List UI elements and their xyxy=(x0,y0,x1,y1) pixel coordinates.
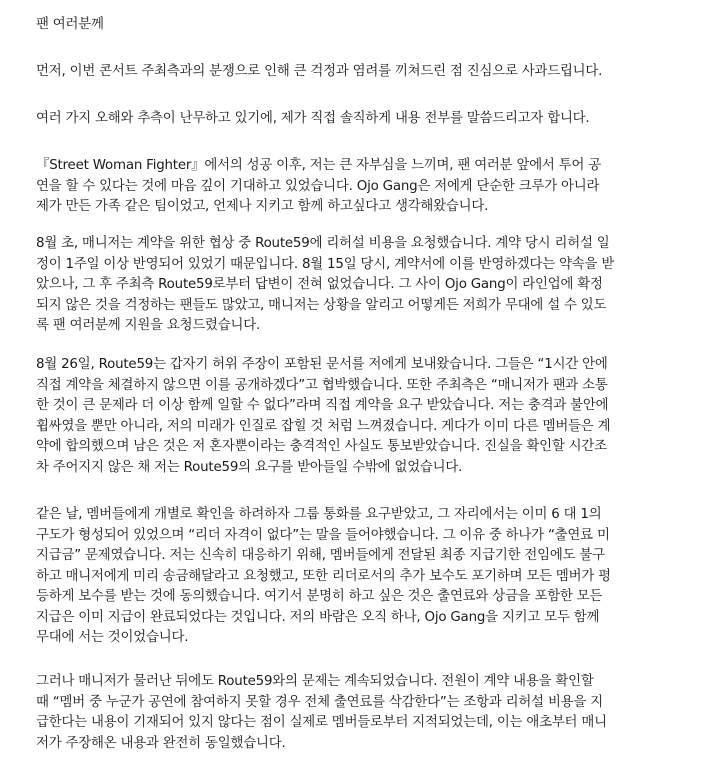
salutation-line: 팬 여러분께 xyxy=(36,17,104,32)
paragraph-line: 지급금” 문제였습니다. 저는 신속히 대응하기 위해, 멤버들에게 전달된 최종 지급기한 전임에도 불구 xyxy=(36,548,605,563)
paragraph-line: 차 주어지지 않은 채 저는 Route59의 요구를 받아들일 수밖에 없었습니다. xyxy=(36,459,463,475)
paragraph-line: 되지 않은 것을 걱정하는 팬들도 많았고, 매니저는 상황을 알리고 어떻게든 저희가 무대에 설 수 있도 xyxy=(36,297,607,313)
paragraph-line: 8월 26일, Route59는 갑자기 허위 주장이 포함된 문서를 저에게 보내왔습니다. 그들은 “1시간 안에 xyxy=(36,357,608,372)
paragraph-line: 았으나, 그 후 주최측 Route59로부터 답변이 전혀 없었습니다. 그 사이 Ojo Gang이 라인업에 확정 xyxy=(36,277,603,292)
paragraph-intent xyxy=(36,109,696,130)
paragraph-line: 정이 1주일 이상 반영되어 있었기 때문입니다. 8월 15일 당시, 계약서에 이를 반영하겠다는 약속을 받 xyxy=(36,256,615,272)
salutation xyxy=(36,15,696,36)
paragraph-group-call xyxy=(36,505,696,649)
paragraph-line: 여러 가지 오해와 추측이 난무하고 있기에, 제가 직접 솔직하게 내용 전부를 말씀드리고자 합니다. xyxy=(36,111,590,126)
paragraph-august-early xyxy=(36,234,696,337)
paragraph-line: 휩싸였을 뿐만 아니라, 저의 미래가 인질로 잡힐 것 처럼 느껴졌습니다. 게다가 이미 다른 멤버들은 계 xyxy=(36,418,611,434)
paragraph-line: 같은 날, 멤버들에게 개별로 확인을 하려하자 그룹 통화를 요구받았고, 그 자리에서는 이미 6 대 1의 xyxy=(36,507,602,522)
paragraph-line: 급한다는 내용이 기재되어 있지 않다는 점이 실제로 멤버들로부터 지적되었는데, 이는 애초부터 매니 xyxy=(36,715,607,730)
paragraph-after-manager xyxy=(36,672,696,754)
paragraph-line: 한 것이 큰 문제라 더 이상 함께 일할 수 없다”라며 직접 계약을 요구 받았습니다. 저는 충격과 불안에 xyxy=(36,398,609,413)
paragraph-line: 그러나 매니저가 물러난 뒤에도 Route59와의 문제는 계속되었습니다. 전원이 계약 내용을 확인할 xyxy=(36,674,594,689)
paragraph-line: 저가 주장해온 내용과 완전히 동일했습니다. xyxy=(36,735,286,751)
paragraph-line: 하고 매니저에게 미리 송금해달라고 요청했고, 또한 리더로서의 추가 보수도 포기하며 모든 멤버가 평 xyxy=(36,568,611,584)
paragraph-line: 연을 할 수 있다는 것에 마음 깊이 기대하고 있었습니다. Ojo Gang은 저에게 단순한 크루가 아니라 xyxy=(36,178,600,194)
paragraph-line: 『Street Woman Fighter』에서의 성공 이후, 저는 큰 자부심을 느끼며, 팬 여러분 앞에서 투어 공 xyxy=(36,158,601,173)
paragraph-apology xyxy=(36,62,696,83)
paragraph-background xyxy=(36,156,696,218)
paragraph-line: 구도가 형성되어 있었으며 “리더 자격이 없다”는 말을 들어야했습니다. 그 이유 중 하나가 “출연료 미 xyxy=(36,527,610,543)
paragraph-line: 제가 만든 가족 같은 팀이었고, 언제나 지키고 함께 하고싶다고 생각해왔습니다. xyxy=(36,199,489,214)
paragraph-line: 먼저, 이번 콘서트 주최측과의 분쟁으로 인해 큰 걱정과 염려를 끼쳐드린 점 진심으로 사과드립니다. xyxy=(36,64,603,79)
paragraph-line: 지급은 이미 지급이 완료되었다는 것입니다. 저의 바람은 오직 하나, Ojo Gang을 지키고 모두 함께 xyxy=(36,609,600,625)
paragraph-line: 등하게 보수를 받는 것에 동의했습니다. 여기서 분명히 하고 싶은 것은 출연료와 상금을 포함한 모든 xyxy=(36,589,603,604)
paragraph-line: 때 “멤버 중 누군가 공연에 참여하지 못할 경우 전체 출연료를 삭감한다”는 조항과 리허설 비용을 지 xyxy=(36,694,603,710)
paragraph-line: 무대에 서는 것이었습니다. xyxy=(36,630,189,645)
paragraph-line: 8월 초, 매니저는 계약을 위한 협상 중 Route59에 리허설 비용을 요청했습니다. 계약 당시 리허설 일 xyxy=(36,236,610,251)
paragraph-line: 약에 합의했으며 남은 것은 저 혼자뿐이라는 충격적인 사실도 통보받았습니다. 진실을 확인할 시간조 xyxy=(36,439,607,454)
paragraph-line: 직접 계약을 체결하지 않으면 이를 공개하겠다”고 협박했습니다. 또한 주최측은 “매니저가 팬과 소통 xyxy=(36,377,608,393)
paragraph-august-26 xyxy=(36,355,696,478)
paragraph-line: 록 팬 여러분께 지원을 요청드렸습니다. xyxy=(36,318,261,333)
